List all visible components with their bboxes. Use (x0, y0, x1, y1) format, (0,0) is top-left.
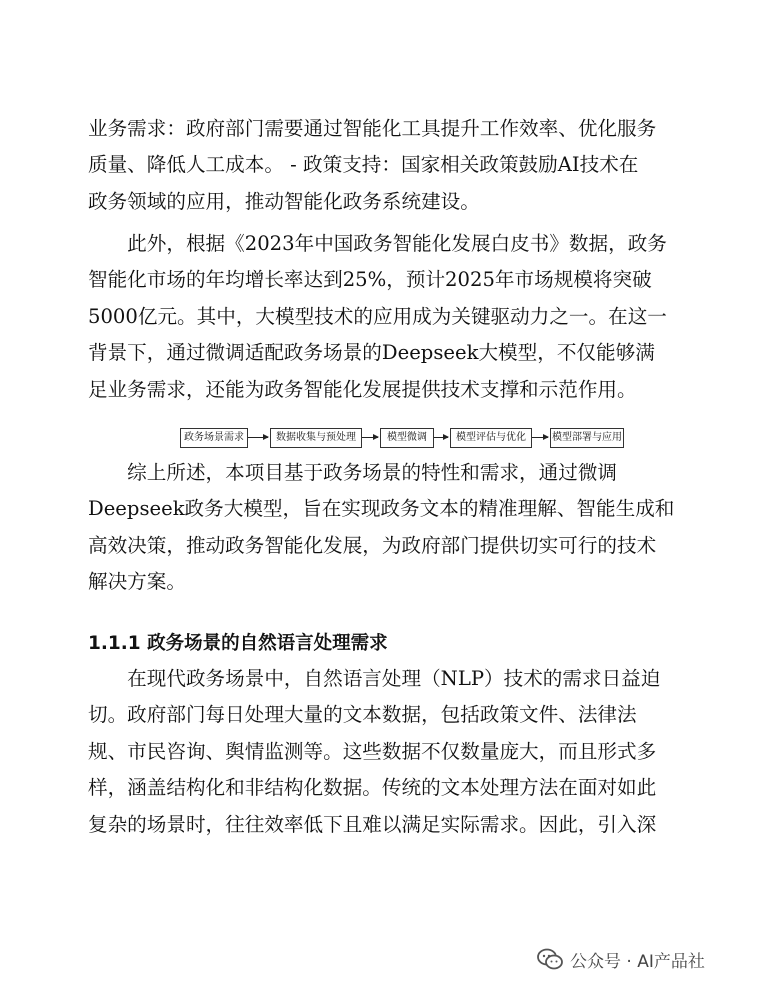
text-line: 切。政府部门每日处理大量的文本数据，包括政策文件、法律法 (88, 703, 637, 727)
watermark-text: 公众号 · AI产品社 (570, 951, 705, 972)
text-line: 业务需求：政府部门需要通过智能化工具提升工作效率、优化服务 (88, 117, 657, 140)
text-line: 足业务需求，还能为政务智能化发展提供技术支撑和示范作用。 (88, 377, 637, 401)
flow-step-fine-tuning: 模型微调 (380, 428, 434, 448)
text-line: 背景下，通过微调适配政务场景的Deepseek大模型，不仅能够满 (88, 341, 655, 365)
text-line: 质量、降低人工成本。 - 政策支持：国家相关政策鼓励AI技术在 (88, 153, 639, 177)
flow-arrow (532, 437, 548, 438)
flow-step-requirements: 政务场景需求 (180, 428, 248, 448)
paragraph-1 (88, 111, 684, 220)
flow-arrow (434, 437, 448, 438)
text-line: 综上所述，本项目基于政务场景的特性和需求，通过微调 (88, 461, 618, 484)
text-line: 解决方案。 (88, 570, 186, 594)
text-line: 规、市民咨询、舆情监测等。这些数据不仅数量庞大，而且形式多 (88, 739, 657, 763)
wechat-icon (536, 947, 564, 971)
flow-arrow (362, 437, 378, 438)
text-line: 样，涵盖结构化和非结构化数据。传统的文本处理方法在面对如此 (88, 776, 657, 800)
text-line: 在现代政务场景中，自然语言处理（NLP）技术的需求日益迫 (88, 667, 661, 690)
flow-step-evaluation: 模型评估与优化 (450, 428, 532, 448)
flow-arrow (248, 437, 268, 438)
watermark (536, 945, 705, 973)
paragraph-2 (88, 226, 684, 408)
text-line: 高效决策，推动政务智能化发展，为政府部门提供切实可行的技术 (88, 533, 657, 557)
text-line: 政务领域的应用，推动智能化政务系统建设。 (88, 189, 480, 213)
paragraph-3 (88, 455, 684, 601)
text-line: 5000亿元。其中，大模型技术的应用成为关键驱动力之一。在这一 (88, 304, 667, 328)
text-line: 此外，根据《2023年中国政务智能化发展白皮书》数据，政务 (88, 232, 667, 255)
text-line: Deepseek政务大模型，旨在实现政务文本的精准理解、智能生成和 (88, 497, 675, 521)
text-line: 智能化市场的年均增长率达到25%，预计2025年市场规模将突破 (88, 268, 652, 292)
text-line: 复杂的场景时，往往效率低下且难以满足实际需求。因此，引入深 (88, 812, 657, 836)
flow-step-deployment: 模型部署与应用 (550, 428, 624, 448)
section-heading: 1.1.1 政务场景的自然语言处理需求 (88, 633, 388, 654)
paragraph-4 (88, 661, 684, 843)
process-flow-diagram (180, 428, 620, 448)
flow-step-data-preprocessing: 数据收集与预处理 (270, 428, 362, 448)
